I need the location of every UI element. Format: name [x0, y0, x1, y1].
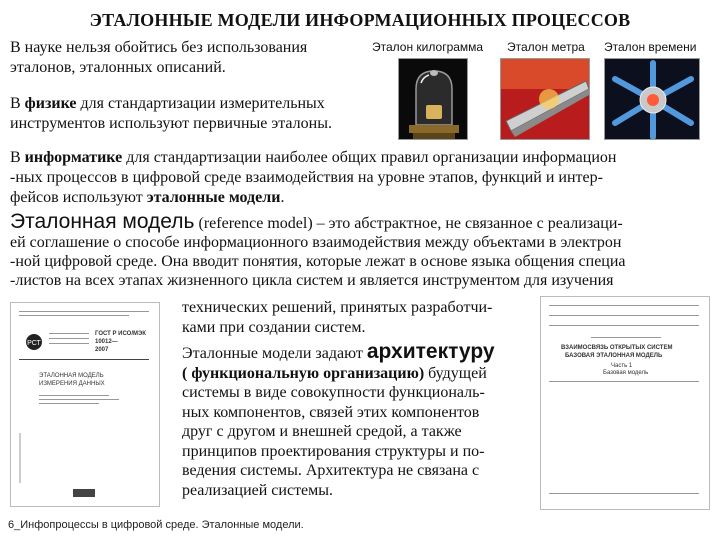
gost-logo-icon [25, 333, 43, 351]
gost-label: ГОСТ Р ИСО/МЭК [95, 331, 146, 337]
architecture-paragraph: Эталонные модели задают архитектуру ( функциональную организацию) будущей системы в виде совокупности функциональ- ных компонентов, связей этих компонентов друг с другом и внешней средой, а также принципов проектирования структуры и по- ведения системы. Архитектура не связана с реализацией системы. [182, 340, 495, 499]
reference-models-term: эталонные модели [146, 189, 281, 206]
intro-line-1: В науке нельзя обойтись без использования [10, 39, 308, 56]
osi-document-thumbnail [540, 296, 710, 510]
meter-standard-photo [500, 58, 590, 140]
physics-term: физике [24, 95, 77, 112]
page-title: ЭТАЛОННЫЕ МОДЕЛИ ИНФОРМАЦИОННЫХ ПРОЦЕССОВ [89, 10, 631, 30]
reference-model-term: Эталонная модель [10, 210, 195, 233]
architecture-term: архитектуру [366, 340, 495, 363]
gost-doc-title-1: ЭТАЛОННАЯ МОДЕЛЬ [39, 373, 104, 379]
osi-doc-title-1: ВЗАИМОСВЯЗЬ ОТКРЫТЫХ СИСТЕМ [561, 345, 673, 351]
intro-paragraph [10, 38, 370, 78]
publisher-logo-icon [73, 489, 95, 497]
kilogram-standard-photo [398, 58, 468, 140]
kg-standard-caption: Эталон килограмма [372, 40, 484, 54]
gost-year: 2007 [95, 347, 109, 353]
gost-number: 10012— [95, 339, 118, 345]
osi-doc-part: Часть 1 [611, 363, 633, 369]
meter-standard-caption: Эталон метра [507, 40, 585, 54]
intro-line-2: эталонов, эталонных описаний. [10, 59, 226, 76]
gost-document-thumbnail [10, 302, 160, 507]
definition-continuation: технических решений, принятых разработчи- ками при создании систем. [182, 299, 493, 336]
gost-doc-title-2: ИЗМЕРЕНИЯ ДАННЫХ [39, 381, 105, 387]
informatics-paragraph: В информатике для стандартизации наиболее общих правил организации информацион -ных процессов в цифровой среде взаимодействия на уровне этапов, функций и интер- фейсов используют эталонные модели. [10, 149, 617, 206]
osi-doc-part-sub: Базовая модель [603, 370, 649, 376]
informatics-term: информатике [24, 149, 123, 166]
slide-footer: 6_Инфопроцессы в цифровой среде. Эталонные модели. [8, 519, 304, 531]
functional-organization-term: ( функциональную организацию) [182, 364, 425, 382]
time-standard-photo [604, 58, 700, 140]
osi-doc-title-2: БАЗОВАЯ ЭТАЛОННАЯ МОДЕЛЬ [565, 353, 663, 359]
svg-text:РСТ: РСТ [27, 340, 41, 347]
physics-paragraph: В физике для стандартизации измерительных инструментов используют первичные эталоны. [10, 95, 332, 132]
time-standard-caption: Эталон времени [604, 40, 697, 54]
reference-model-definition: Эталонная модель (reference model) – это абстрактное, не связанное с реализаци- ей соглашение о способе информационного взаимодействия между объектами в электрон -ной цифровой среде. Она вводит понятия, которые лежат в основе языка общения специа -листов на всех этапах жизненного цикла систем и является инструментом для изучения [10, 210, 626, 289]
